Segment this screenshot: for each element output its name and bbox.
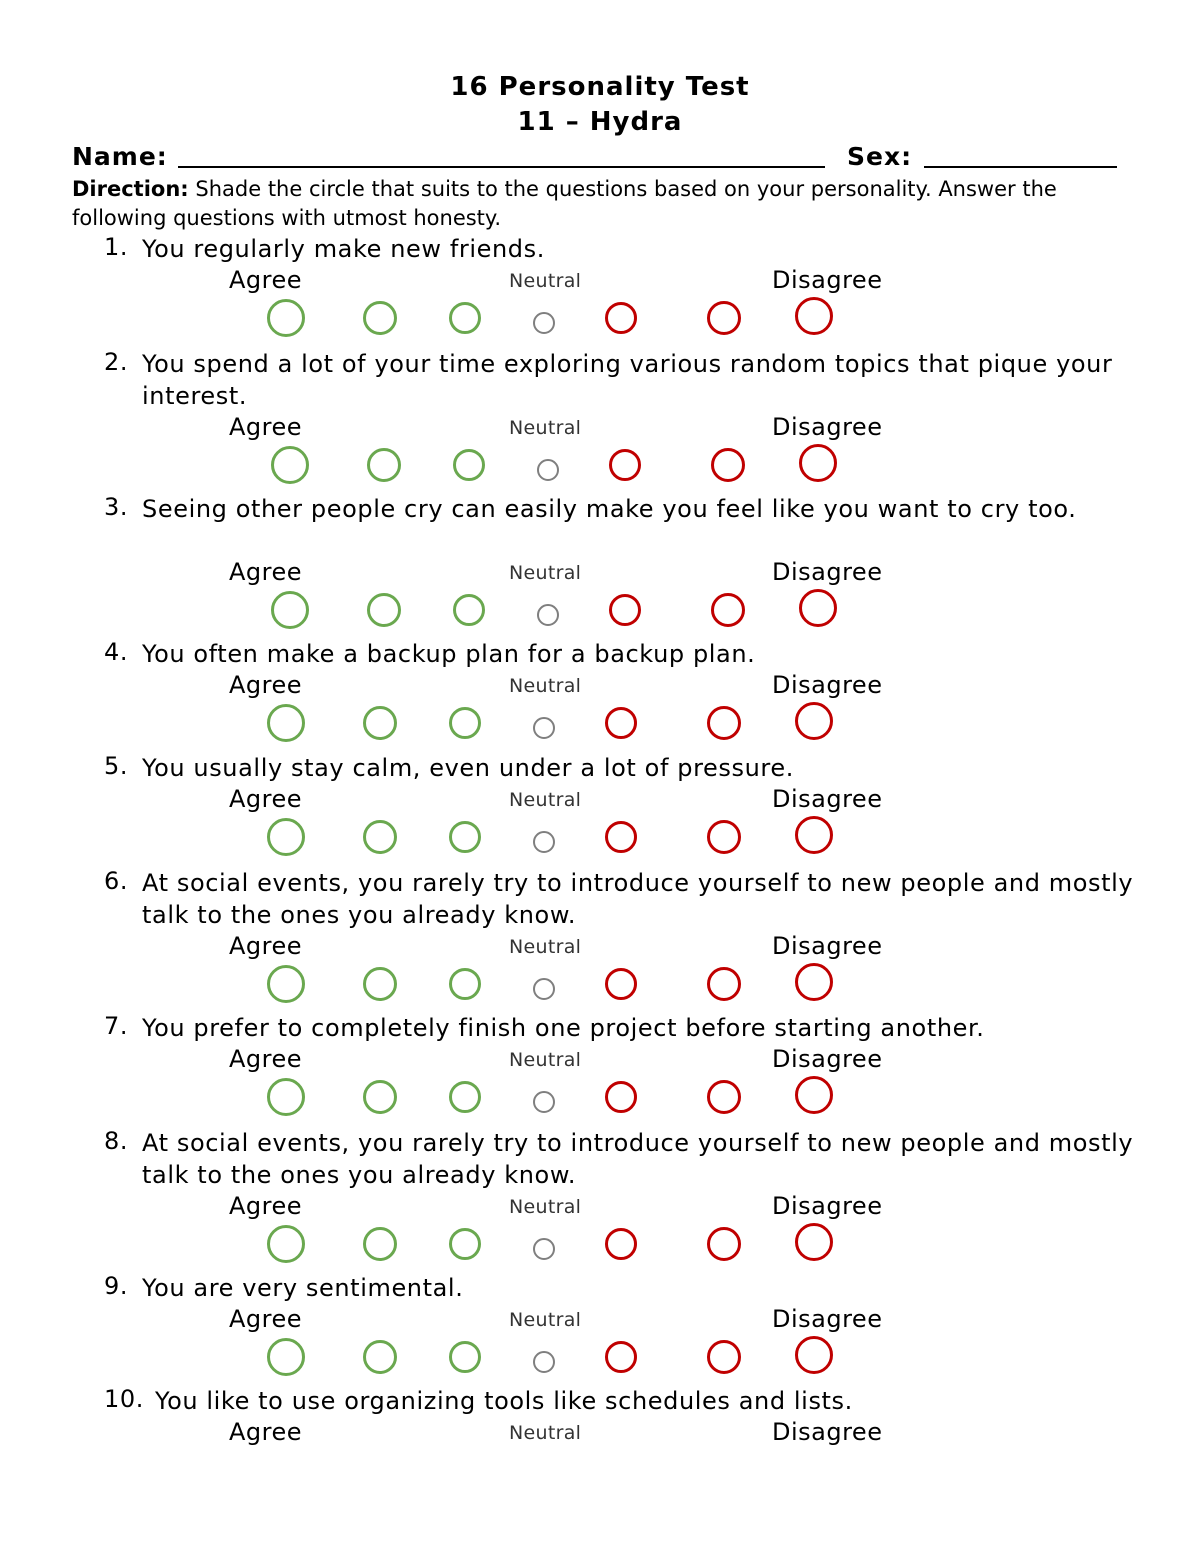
question-number: 1. (104, 233, 129, 261)
answer-circle-disagree-2[interactable] (711, 448, 745, 482)
answer-circle-agree-2[interactable] (363, 820, 397, 854)
agree-label: Agree (229, 785, 303, 813)
answer-circle-disagree-1[interactable] (609, 594, 641, 626)
answer-circle-disagree-1[interactable] (605, 1341, 637, 1373)
neutral-label: Neutral (509, 675, 582, 697)
answer-circle-disagree-3[interactable] (795, 1076, 833, 1114)
disagree-label: Disagree (772, 1045, 883, 1073)
answer-circle-agree-3[interactable] (267, 1225, 305, 1263)
direction-text (72, 175, 1137, 233)
question-text: Seeing other people cry can easily make you feel like you want to cry too. (142, 495, 1077, 523)
answer-circle-neutral[interactable] (533, 717, 555, 739)
answer-circle-agree-2[interactable] (363, 1340, 397, 1374)
neutral-label: Neutral (509, 270, 582, 292)
answer-circle-disagree-3[interactable] (799, 589, 837, 627)
answer-circle-disagree-1[interactable] (609, 449, 641, 481)
disagree-label: Disagree (772, 1192, 883, 1220)
neutral-label: Neutral (509, 789, 582, 811)
disagree-label: Disagree (772, 785, 883, 813)
agree-label: Agree (229, 1045, 303, 1073)
answer-circle-neutral[interactable] (533, 1238, 555, 1260)
answer-circle-disagree-2[interactable] (711, 593, 745, 627)
direction-label: Direction: (72, 177, 189, 201)
answer-circle-agree-3[interactable] (267, 965, 305, 1003)
question-text: You spend a lot of your time exploring various random topics that pique your interest. (142, 350, 1113, 410)
answer-circle-neutral[interactable] (533, 831, 555, 853)
answer-circle-agree-1[interactable] (449, 968, 481, 1000)
neutral-label: Neutral (509, 936, 582, 958)
answer-circle-disagree-1[interactable] (605, 821, 637, 853)
question-text: You are very sentimental. (142, 1274, 464, 1302)
agree-label: Agree (229, 932, 303, 960)
answer-circle-agree-2[interactable] (363, 967, 397, 1001)
page-subtitle: 11 – Hydra (517, 107, 683, 137)
answer-circle-agree-1[interactable] (453, 594, 485, 626)
answer-circle-agree-2[interactable] (363, 1227, 397, 1261)
answer-circle-agree-3[interactable] (267, 704, 305, 742)
question-number: 3. (104, 493, 129, 521)
answer-circle-disagree-2[interactable] (707, 967, 741, 1001)
disagree-label: Disagree (772, 413, 883, 441)
question-text: You regularly make new friends. (142, 235, 545, 263)
question-text: You often make a backup plan for a backup plan. (142, 640, 756, 668)
answer-circle-neutral[interactable] (533, 1091, 555, 1113)
answer-circle-neutral[interactable] (537, 459, 559, 481)
sex-label: Sex: (847, 142, 913, 171)
neutral-label: Neutral (509, 1309, 582, 1331)
answer-circle-disagree-2[interactable] (707, 1227, 741, 1261)
answer-circle-disagree-1[interactable] (605, 968, 637, 1000)
disagree-label: Disagree (772, 266, 883, 294)
agree-label: Agree (229, 1418, 303, 1446)
question-text: You prefer to completely finish one project before starting another. (142, 1014, 985, 1042)
answer-circle-disagree-2[interactable] (707, 301, 741, 335)
name-label: Name: (72, 142, 168, 171)
answer-circle-agree-3[interactable] (267, 818, 305, 856)
question-number: 10. (104, 1385, 144, 1413)
answer-circle-agree-3[interactable] (267, 299, 305, 337)
answer-circle-disagree-2[interactable] (707, 820, 741, 854)
neutral-label: Neutral (509, 417, 582, 439)
answer-circle-disagree-3[interactable] (795, 816, 833, 854)
answer-circle-disagree-1[interactable] (605, 1081, 637, 1113)
answer-circle-disagree-2[interactable] (707, 1340, 741, 1374)
answer-circle-agree-2[interactable] (367, 448, 401, 482)
answer-circle-neutral[interactable] (533, 1351, 555, 1373)
answer-circle-agree-1[interactable] (449, 1081, 481, 1113)
answer-circle-agree-3[interactable] (267, 1338, 305, 1376)
answer-circle-agree-1[interactable] (453, 449, 485, 481)
neutral-label: Neutral (509, 1049, 582, 1071)
question-number: 6. (104, 867, 129, 895)
question-number: 4. (104, 638, 129, 666)
answer-circle-agree-2[interactable] (363, 706, 397, 740)
question-text: At social events, you rarely try to introduce yourself to new people and mostly talk to the ones you already know. (142, 1129, 1134, 1189)
answer-circle-disagree-1[interactable] (605, 302, 637, 334)
answer-circle-agree-1[interactable] (449, 302, 481, 334)
neutral-label: Neutral (509, 562, 582, 584)
answer-circle-disagree-3[interactable] (795, 1336, 833, 1374)
question-number: 2. (104, 348, 129, 376)
answer-circle-agree-1[interactable] (449, 707, 481, 739)
question-text: At social events, you rarely try to introduce yourself to new people and mostly talk to the ones you already know. (142, 869, 1134, 929)
question-text: You usually stay calm, even under a lot of pressure. (142, 754, 794, 782)
disagree-label: Disagree (772, 558, 883, 586)
agree-label: Agree (229, 558, 303, 586)
answer-circle-neutral[interactable] (533, 312, 555, 334)
answer-circle-agree-2[interactable] (363, 1080, 397, 1114)
disagree-label: Disagree (772, 1418, 883, 1446)
answer-circle-disagree-1[interactable] (605, 1228, 637, 1260)
question-text: You like to use organizing tools like schedules and lists. (155, 1387, 853, 1415)
neutral-label: Neutral (509, 1422, 582, 1444)
agree-label: Agree (229, 266, 303, 294)
question-number: 7. (104, 1012, 129, 1040)
answer-circle-disagree-3[interactable] (795, 963, 833, 1001)
page-title: 16 Personality Test (450, 72, 750, 102)
answer-circle-agree-1[interactable] (449, 1341, 481, 1373)
answer-circle-neutral[interactable] (537, 604, 559, 626)
direction-body: Shade the circle that suits to the questions based on your personality. Answer the following questions with utmost honesty. (72, 177, 1057, 230)
answer-circle-agree-1[interactable] (449, 821, 481, 853)
answer-circle-disagree-3[interactable] (795, 297, 833, 335)
answer-circle-agree-3[interactable] (271, 446, 309, 484)
question-number: 8. (104, 1127, 129, 1155)
answer-circle-disagree-2[interactable] (707, 706, 741, 740)
answer-circle-neutral[interactable] (533, 978, 555, 1000)
answer-circle-agree-3[interactable] (267, 1078, 305, 1116)
question-number: 9. (104, 1272, 129, 1300)
agree-label: Agree (229, 671, 303, 699)
answer-circle-agree-1[interactable] (449, 1228, 481, 1260)
disagree-label: Disagree (772, 1305, 883, 1333)
agree-label: Agree (229, 413, 303, 441)
disagree-label: Disagree (772, 671, 883, 699)
sex-field[interactable] (924, 166, 1117, 168)
name-field[interactable] (178, 166, 825, 168)
answer-circle-disagree-2[interactable] (707, 1080, 741, 1114)
answer-circle-disagree-3[interactable] (795, 1223, 833, 1261)
agree-label: Agree (229, 1192, 303, 1220)
answer-circle-disagree-1[interactable] (605, 707, 637, 739)
answer-circle-agree-2[interactable] (363, 301, 397, 335)
question-number: 5. (104, 752, 129, 780)
answer-circle-agree-3[interactable] (271, 591, 309, 629)
disagree-label: Disagree (772, 932, 883, 960)
answer-circle-disagree-3[interactable] (795, 702, 833, 740)
agree-label: Agree (229, 1305, 303, 1333)
answer-circle-disagree-3[interactable] (799, 444, 837, 482)
answer-circle-agree-2[interactable] (367, 593, 401, 627)
neutral-label: Neutral (509, 1196, 582, 1218)
